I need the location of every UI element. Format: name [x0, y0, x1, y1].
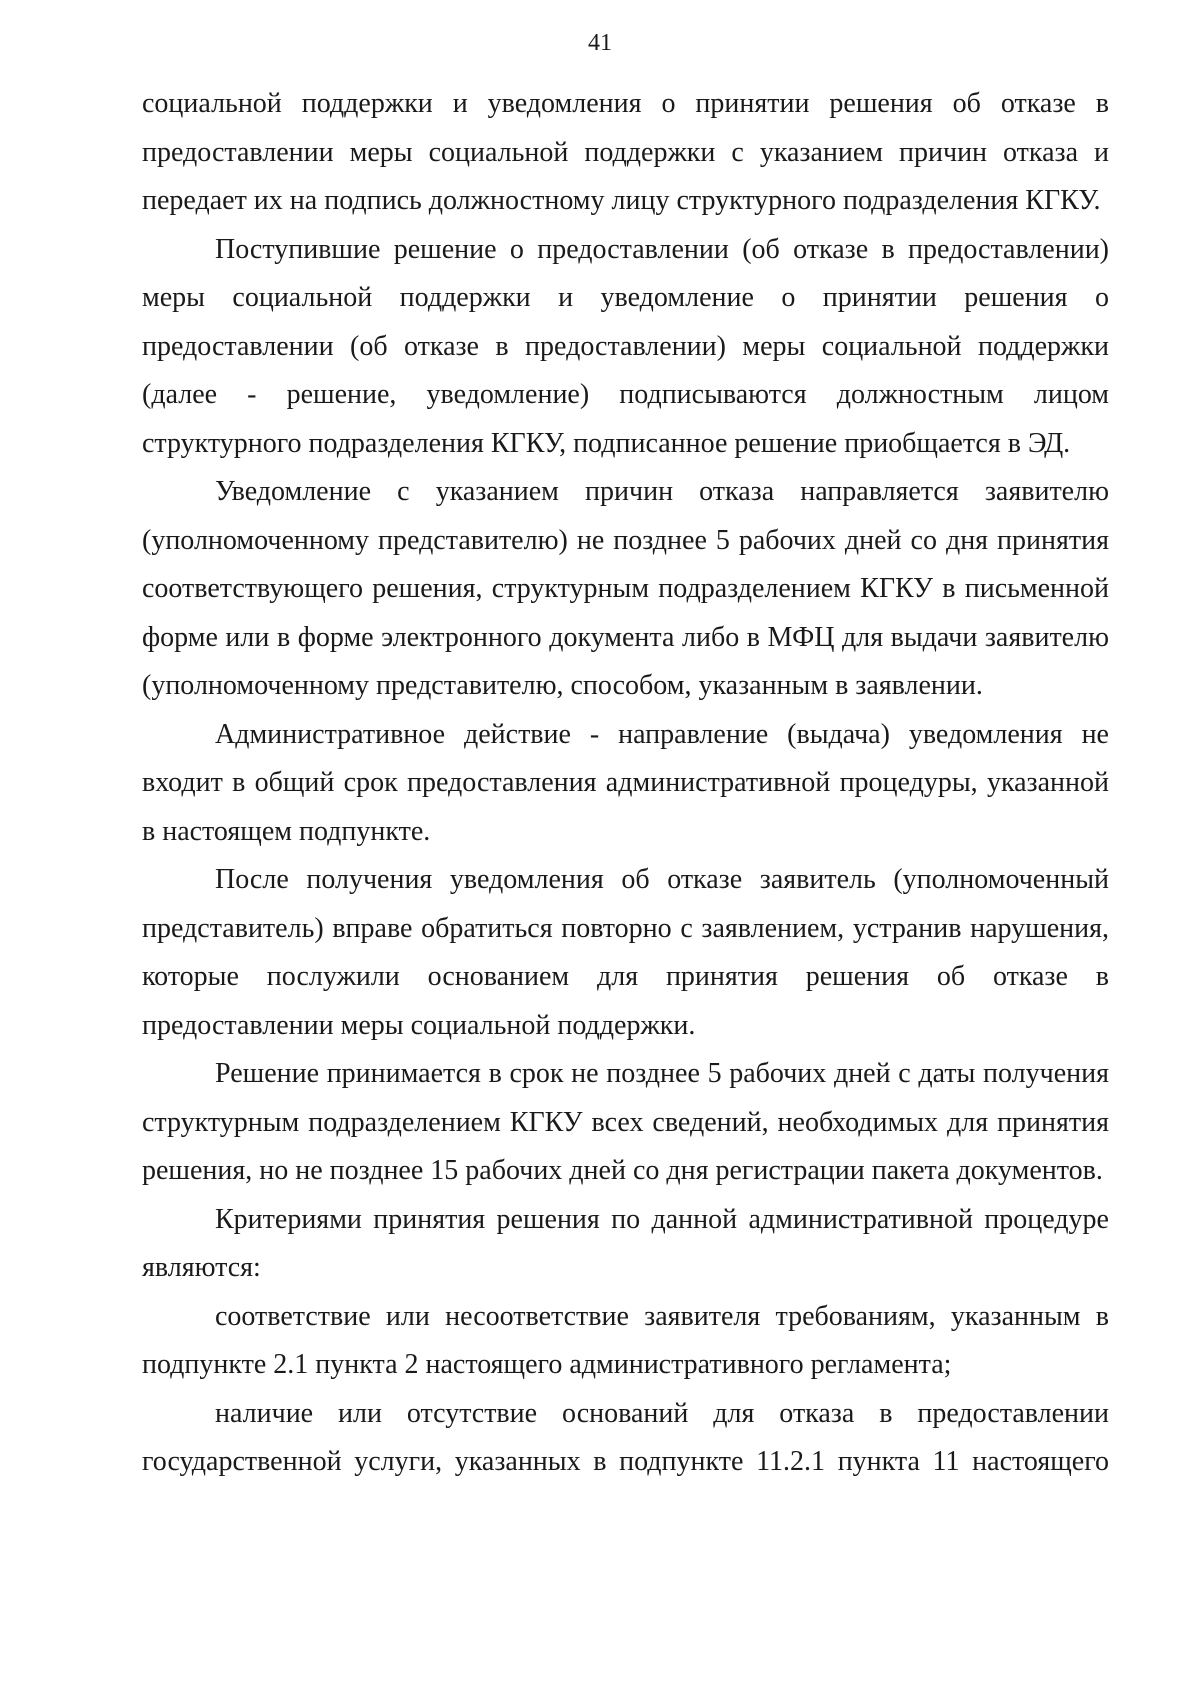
page-number: 41 — [588, 30, 612, 56]
paragraph-reapplication: После получения уведомления об отказе заявитель (уполномоченный представитель) вправе обратиться повторно с заявлением, устранив нарушения, которые послужили основанием для принятия решения об отказе в предоставлении меры социальной поддержки. — [142, 864, 1109, 1041]
paragraph-continuation: социальной поддержки и уведомления о принятии решения об отказе в предоставлении меры социальной поддержки с указанием причин отказа и передает их на подпись должностному лицу структурного подразделения КГКУ. — [142, 88, 1109, 216]
document-body — [142, 80, 1109, 1487]
paragraph-decision-deadline: Решение принимается в срок не позднее 5 рабочих дней с даты получения структурным подразделением КГКУ всех сведений, необходимых для принятия решения, но не позднее 15 рабочих дней со дня регистрации пакета документов. — [142, 1058, 1109, 1186]
paragraph-criterion-grounds: наличие или отсутствие оснований для отказа в предоставлении государственной услуги, указанных в подпункте 11.2.1 пункта 11 настоящего — [142, 1397, 1109, 1477]
paragraph-refusal-notice: Уведомление с указанием причин отказа направляется заявителю (уполномоченному представителю) не позднее 5 рабочих дней со дня принятия соответствующего решения, структурным подразделением КГКУ в письменной форме или в форме электронного документа либо в МФЦ для выдачи заявителю (уполномоченному представителю, способом, указанным в заявлении. — [142, 476, 1109, 701]
paragraph-criteria-intro: Критериями принятия решения по данной административной процедуре являются: — [142, 1203, 1109, 1283]
paragraph-criterion-compliance: соответствие или несоответствие заявителя требованиям, указанным в подпункте 2.1 пункта 2 настоящего административного регламента; — [142, 1300, 1109, 1380]
paragraph-administrative-action: Административное действие - направление (выдача) уведомления не входит в общий срок предоставления административной процедуры, указанной в настоящем подпункте. — [142, 718, 1109, 847]
paragraph-decision-signing: Поступившие решение о предоставлении (об отказе в предоставлении) меры социальной поддержки и уведомление о принятии решения о предоставлении (об отказе в предоставлении) меры социальной поддержки (далее - решение, уведомление) подписываются должностным лицом структурного подразделения КГКУ, подписанное решение приобщается в ЭД. — [142, 233, 1109, 459]
